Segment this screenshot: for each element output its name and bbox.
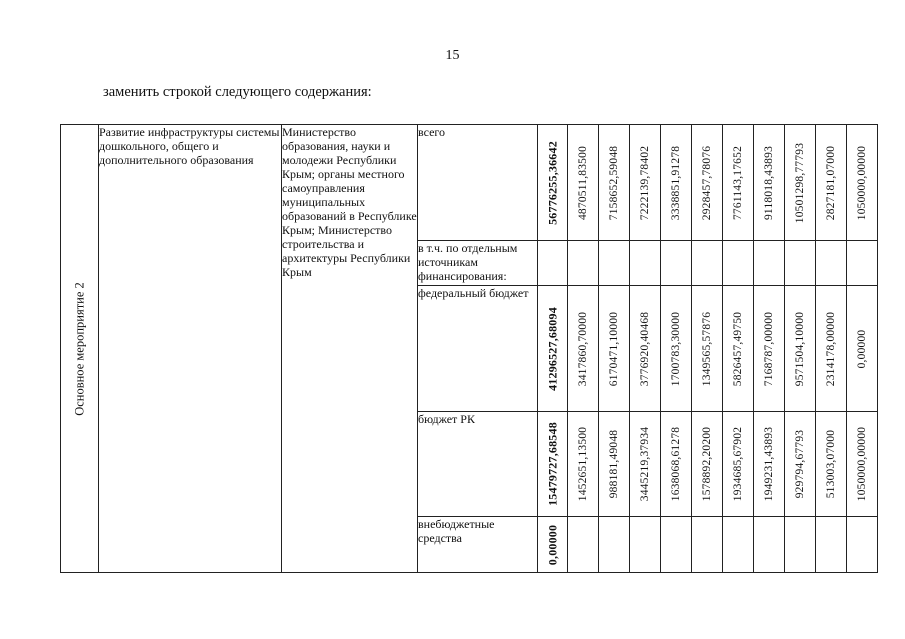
year-value-cell <box>816 412 847 517</box>
year-value-cell <box>568 286 599 412</box>
year-value-cell <box>692 241 723 286</box>
year-value-cell <box>847 286 878 412</box>
year-value-cell <box>785 517 816 573</box>
year-value: 6170471,10000 <box>608 311 620 386</box>
year-value-cell <box>754 286 785 412</box>
year-value-cell <box>568 412 599 517</box>
year-value-cell <box>847 241 878 286</box>
year-value: 1349565,57876 <box>701 311 713 386</box>
year-value-cell <box>847 517 878 573</box>
page-number: 15 <box>445 48 460 63</box>
year-value: 3338851,91278 <box>670 145 682 220</box>
year-value: 5826457,49750 <box>732 311 744 386</box>
total-cell <box>538 125 568 241</box>
responsible-cell: Министерство образования, науки и молодежи Республики Крым; органы местного самоуправления муниципальных образований в Республике Крым; Министерство строительства и архитектуры Республики Крым <box>282 125 418 573</box>
year-value-cell <box>816 125 847 241</box>
year-value: 2928457,78076 <box>701 145 713 220</box>
year-value-cell <box>661 412 692 517</box>
year-value-cell <box>723 286 754 412</box>
year-value-cell <box>599 241 630 286</box>
year-value: 1050000,00000 <box>856 145 868 220</box>
funding-source-cell: федеральный бюджет <box>418 286 538 412</box>
year-value: 1452651,13500 <box>577 426 589 502</box>
year-value: 988181,49048 <box>608 429 620 499</box>
year-value-cell <box>599 517 630 573</box>
year-value: 7158652,59048 <box>608 145 620 220</box>
year-value-cell <box>630 241 661 286</box>
year-value-cell <box>816 241 847 286</box>
year-value-cell <box>816 286 847 412</box>
year-value: 9571504,10000 <box>794 311 806 386</box>
year-value-cell <box>785 241 816 286</box>
funding-source-cell: всего <box>418 125 538 241</box>
year-value-cell <box>754 412 785 517</box>
year-value: 7168787,00000 <box>763 311 775 386</box>
total-cell <box>538 412 568 517</box>
year-value-cell <box>661 517 692 573</box>
year-value-cell <box>847 412 878 517</box>
year-value: 3776920,40468 <box>639 311 651 386</box>
year-value: 7222139,78402 <box>639 145 651 220</box>
year-value: 1050000,00000 <box>856 426 868 502</box>
year-value-cell <box>599 125 630 241</box>
year-value-cell <box>692 412 723 517</box>
year-value-cell <box>599 412 630 517</box>
year-value: 929794,67793 <box>794 429 806 499</box>
row-label: Основное мероприятие 2 <box>72 281 86 416</box>
year-value-cell <box>723 517 754 573</box>
year-value-cell <box>630 125 661 241</box>
year-value: 1578892,20200 <box>701 426 713 502</box>
year-value: 4870511,83500 <box>577 145 589 220</box>
year-value-cell <box>785 412 816 517</box>
funding-source-cell: в т.ч. по отдельным источникам финансирования: <box>418 241 538 286</box>
table-row <box>61 125 878 241</box>
year-value: 1638068,61278 <box>670 426 682 502</box>
total-cell <box>538 517 568 573</box>
year-value-cell <box>661 125 692 241</box>
year-value-cell <box>785 125 816 241</box>
funding-source-cell: бюджет РК <box>418 412 538 517</box>
year-value: 1949231,43893 <box>763 426 775 502</box>
year-value: 3417860,70000 <box>577 311 589 386</box>
activity-cell: Развитие инфраструктуры системы дошкольного, общего и дополнительного образования <box>99 125 282 573</box>
year-value-cell <box>692 125 723 241</box>
intro-text: заменить строкой следующего содержания: <box>103 84 372 100</box>
row-label-cell <box>61 125 99 573</box>
year-value-cell <box>661 286 692 412</box>
year-value: 9118018,43893 <box>763 145 775 220</box>
year-value-cell <box>754 517 785 573</box>
year-value-cell <box>630 412 661 517</box>
year-value-cell <box>785 286 816 412</box>
total-cell <box>538 286 568 412</box>
year-value-cell <box>599 286 630 412</box>
funding-source-cell: внебюджетные средства <box>418 517 538 573</box>
year-value: 1700783,30000 <box>670 311 682 386</box>
year-value: 0,00000 <box>856 329 868 368</box>
year-value: 2827181,07000 <box>825 145 837 220</box>
year-value-cell <box>568 125 599 241</box>
year-value-cell <box>630 286 661 412</box>
year-value-cell <box>847 125 878 241</box>
total-cell <box>538 241 568 286</box>
year-value-cell <box>723 412 754 517</box>
year-value: 7761143,17652 <box>732 145 744 220</box>
total-value: 56776255,36642 <box>545 140 559 225</box>
year-value-cell <box>816 517 847 573</box>
year-value-cell <box>723 241 754 286</box>
year-value: 2314178,00000 <box>825 311 837 386</box>
total-value: 41296527,68094 <box>545 306 559 391</box>
year-value: 513003,07000 <box>825 429 837 499</box>
year-value-cell <box>692 517 723 573</box>
year-value-cell <box>661 241 692 286</box>
total-value: 15479727,68548 <box>545 422 559 506</box>
year-value-cell <box>568 517 599 573</box>
year-value-cell <box>754 241 785 286</box>
year-value-cell <box>754 125 785 241</box>
year-value: 3445219,37934 <box>639 426 651 502</box>
year-value: 1934685,67902 <box>732 426 744 502</box>
year-value: 10501298,77793 <box>794 142 806 223</box>
year-value-cell <box>723 125 754 241</box>
year-value-cell <box>630 517 661 573</box>
total-value: 0,00000 <box>545 524 559 565</box>
year-value-cell <box>568 241 599 286</box>
budget-table <box>60 124 878 573</box>
year-value-cell <box>692 286 723 412</box>
